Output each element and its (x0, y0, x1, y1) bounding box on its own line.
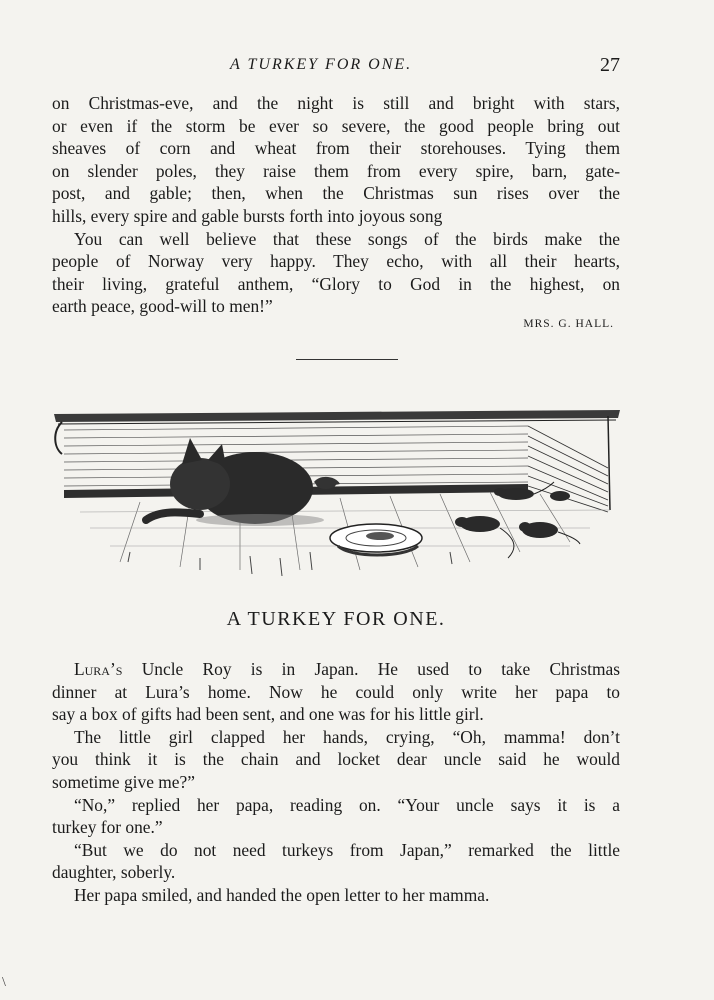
text-line: their living, grateful anthem, “Glory to God in the highest, on (52, 273, 620, 294)
text-line: you think it is the chain and locket dear uncle said he would (52, 749, 620, 770)
text-line (52, 658, 620, 681)
running-title: A TURKEY FOR ONE. (230, 56, 413, 73)
story-first-line: Uncle Roy is in Japan. He used to take Christmas (122, 659, 620, 679)
text-line: The little girl clapped her hands, crying, “Oh, mamma! don’t (74, 726, 620, 747)
author-signature: MRS. G. HALL. (523, 318, 614, 330)
text-line: dinner at Lura’s home. Now he could only write her papa to (52, 681, 620, 702)
text-line: people of Norway very happy. They echo, with all their hearts, (52, 251, 620, 272)
text-line: You can well believe that these songs of the birds make the (74, 228, 620, 249)
text-line: say a box of gifts had been sent, and one was for his little girl. (52, 704, 484, 725)
text-line: on Christmas-eve, and the night is still and bright with stars, (52, 93, 620, 113)
text-line: on slender poles, they raise them from every spire, barn, gate- (52, 160, 620, 181)
section-divider (296, 359, 398, 360)
story-title: A TURKEY FOR ONE. (226, 608, 446, 630)
text-line: daughter, soberly. (52, 862, 176, 883)
story-first-word: Lura’s (74, 659, 123, 679)
text-line: “But we do not need turkeys from Japan,” remarked the little (74, 839, 620, 860)
running-head (52, 54, 620, 78)
page-number: 27 (600, 54, 620, 76)
text-line: sheaves of corn and wheat from their storehouses. Tying them (52, 138, 620, 159)
previous-story-text (52, 92, 620, 318)
cat-and-mice-illustration (50, 402, 622, 580)
text-line: or even if the storm be ever so severe, the good people bring out (52, 115, 620, 136)
text-line: hills, every spire and gable bursts forth into joyous song (52, 205, 443, 226)
text-line: post, and gable; then, when the Christmas sun rises over the (52, 183, 620, 204)
text-line: Her papa smiled, and handed the open letter to her mamma. (74, 884, 490, 905)
text-line: earth peace, good-will to men!” (52, 296, 273, 317)
text-line: turkey for one.” (52, 817, 163, 838)
text-line: “No,” replied her papa, reading on. “Your uncle says it is a (74, 794, 620, 815)
story-text (52, 658, 620, 907)
text-line: sometime give me?” (52, 771, 195, 792)
margin-mark: \ (2, 975, 6, 990)
